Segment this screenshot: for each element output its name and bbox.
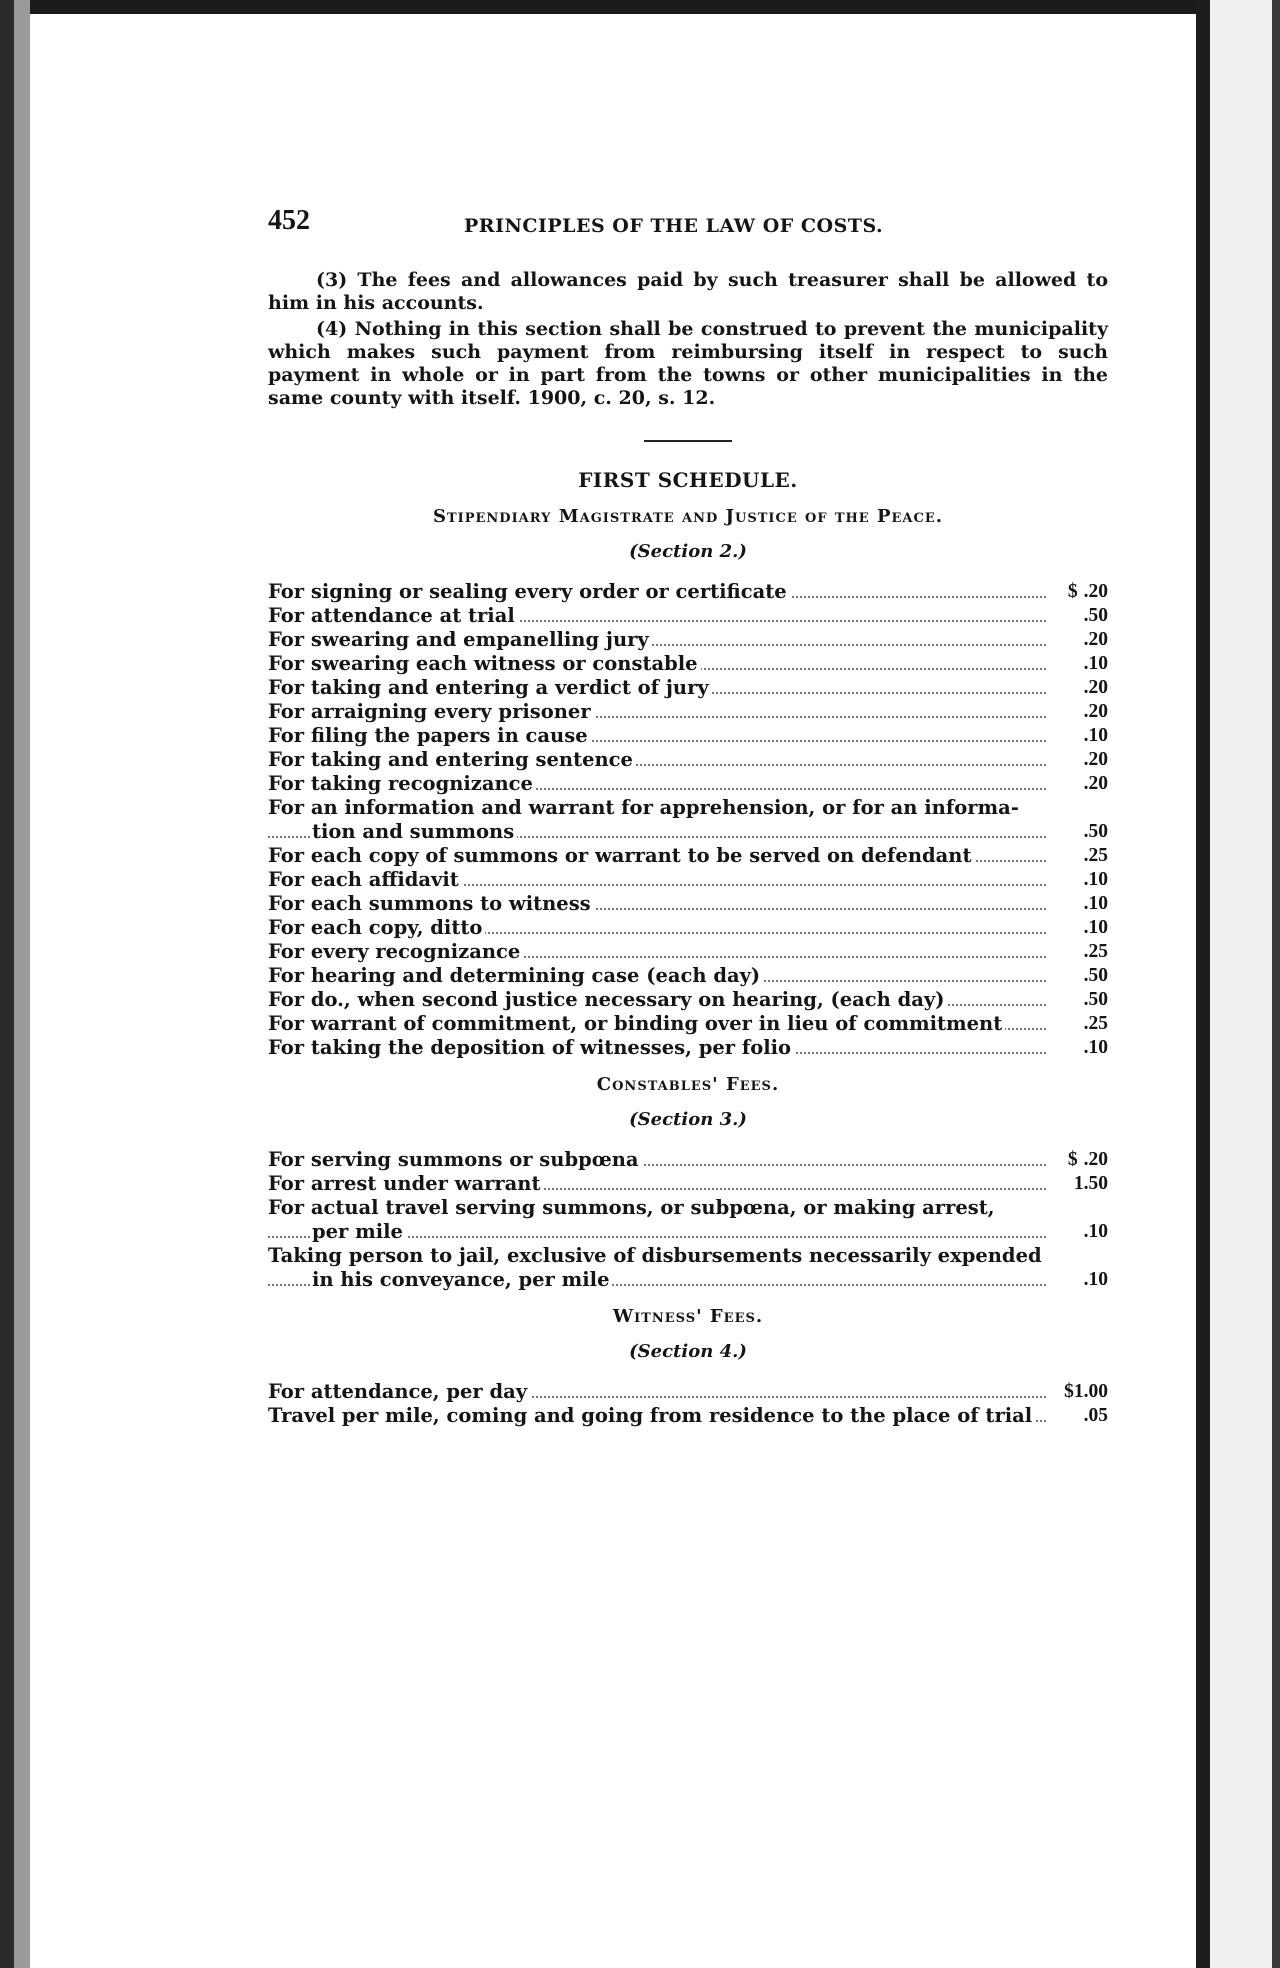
witness-fees-section-ref: (Section 4.) <box>629 1341 747 1362</box>
fee-label-text: For taking and entering a verdict of jury <box>268 676 712 699</box>
scan-border-left <box>0 0 14 1968</box>
fee-row <box>268 748 1108 772</box>
fee-label <box>268 1036 1046 1060</box>
fee-label <box>268 1148 1046 1172</box>
fee-amount <box>1046 724 1108 748</box>
fee-label <box>268 652 1046 676</box>
running-head <box>268 205 1108 249</box>
fee-label-text: For warrant of commitment, or binding over in lieu of commitment <box>268 1012 1005 1035</box>
fee-label-continuation: in his conveyance, per mile <box>312 1268 612 1291</box>
constables-fees-heading: Constables' Fees. <box>596 1074 780 1095</box>
fee-row <box>268 1196 1108 1244</box>
fee-label-line: For actual travel serving summons, or subpœna, or making arrest, <box>268 1196 995 1219</box>
fee-label-text: For arrest under warrant <box>268 1172 543 1195</box>
fee-amount-value: .50 <box>1083 605 1108 626</box>
fee-label <box>268 772 1046 796</box>
fee-label <box>268 892 1046 916</box>
fee-amount <box>1046 916 1108 940</box>
fee-row <box>268 772 1108 796</box>
fee-label <box>268 1380 1046 1404</box>
fee-label <box>268 700 1046 724</box>
fee-amount-value: .10 <box>1083 869 1108 890</box>
fee-label-line: For an information and warrant for apprehension, or for an informa- <box>268 796 1019 819</box>
fee-amount-value: .20 <box>1083 581 1108 602</box>
scan-border-right-edge <box>1272 0 1280 1968</box>
fee-row <box>268 1404 1108 1428</box>
fee-label <box>268 988 1046 1012</box>
fee-label-text: For each summons to witness <box>268 892 594 915</box>
fee-label <box>268 724 1046 748</box>
fee-row <box>268 1380 1108 1404</box>
justice-fees-section-ref: (Section 2.) <box>629 541 747 562</box>
scan-border-right <box>1210 0 1280 1968</box>
constables-fees-section-ref: (Section 3.) <box>629 1109 747 1130</box>
scan-border-right-bar <box>1196 0 1210 1968</box>
constables-fees-list <box>268 1148 1108 1292</box>
section-divider <box>644 440 732 442</box>
fee-amount-value: .10 <box>1083 653 1108 674</box>
fee-amount-value: .20 <box>1083 701 1108 722</box>
fee-label <box>268 628 1046 652</box>
fee-label-text: For do., when second justice necessary on hearing, (each day) <box>268 988 947 1011</box>
fee-amount <box>1046 820 1108 844</box>
fee-label <box>268 1012 1046 1036</box>
fee-row <box>268 628 1108 652</box>
fee-label <box>268 1244 1046 1292</box>
fee-amount <box>1046 964 1108 988</box>
fee-amount <box>1046 1036 1108 1060</box>
paragraph-4: (4) Nothing in this section shall be construed to prevent the municipality which makes such payment from reimbursing itself in respect to such payment in whole or in part from the towns or other municipalities in the same county with itself. 1900, c. 20, s. 12. <box>268 318 1108 409</box>
fee-row <box>268 676 1108 700</box>
fee-amount-value: .25 <box>1083 845 1108 866</box>
witness-fees-list <box>268 1380 1108 1428</box>
fee-row <box>268 1148 1108 1172</box>
fee-label <box>268 580 1046 604</box>
dollar-sign: $ <box>1067 581 1078 602</box>
fee-amount-value: .05 <box>1083 1405 1108 1426</box>
fee-amount-value: .10 <box>1083 917 1108 938</box>
fee-label-text: For signing or sealing every order or certificate <box>268 580 790 603</box>
schedule-title: FIRST SCHEDULE. <box>578 468 798 492</box>
fee-row <box>268 892 1108 916</box>
fee-amount <box>1046 1012 1108 1036</box>
fee-label-text: For attendance, per day <box>268 1380 530 1403</box>
fee-label-text: For arraigning every prisoner <box>268 700 594 723</box>
fee-amount <box>1046 868 1108 892</box>
fee-label-text: For taking recognizance <box>268 772 536 795</box>
fee-row <box>268 724 1108 748</box>
fee-label <box>268 1172 1046 1196</box>
fee-label <box>268 1196 1046 1244</box>
fee-amount <box>1046 628 1108 652</box>
fee-amount <box>1046 892 1108 916</box>
fee-label <box>268 964 1046 988</box>
fee-amount-value: .10 <box>1083 725 1108 746</box>
fee-label-text: For swearing and empanelling jury <box>268 628 652 651</box>
page-number: 452 <box>268 205 310 236</box>
fee-label <box>268 940 1046 964</box>
fee-row <box>268 1036 1108 1060</box>
fee-amount-value: .50 <box>1083 821 1108 842</box>
fee-amount-value: .10 <box>1083 1221 1108 1242</box>
fee-amount-value: .10 <box>1083 1037 1108 1058</box>
fee-amount <box>1046 844 1108 868</box>
fee-amount <box>1046 652 1108 676</box>
fee-label <box>268 604 1046 628</box>
fee-amount-value: .50 <box>1083 965 1108 986</box>
scan-border-top <box>0 0 1280 14</box>
scan-border-left-shadow <box>14 0 30 1968</box>
fee-amount <box>1046 1380 1108 1404</box>
fee-amount-value: .20 <box>1083 629 1108 650</box>
fee-row <box>268 700 1108 724</box>
fee-label-text: For taking the deposition of witnesses, per folio <box>268 1036 794 1059</box>
fee-amount-value: .20 <box>1083 677 1108 698</box>
fee-row <box>268 988 1108 1012</box>
fee-row <box>268 796 1108 844</box>
fee-row <box>268 580 1108 604</box>
fee-label-text: For each affidavit <box>268 868 462 891</box>
fee-amount-value: .25 <box>1083 1013 1108 1034</box>
fee-row <box>268 1172 1108 1196</box>
fee-row <box>268 652 1108 676</box>
fee-row <box>268 940 1108 964</box>
fee-row <box>268 844 1108 868</box>
fee-label-text: Travel per mile, coming and going from residence to the place of trial <box>268 1404 1035 1427</box>
witness-fees-heading: Witness' Fees. <box>612 1306 764 1327</box>
justice-fees-list <box>268 580 1108 1060</box>
fee-label-text: For swearing each witness or constable <box>268 652 701 675</box>
fee-amount-value: $1.00 <box>1064 1381 1108 1402</box>
fee-amount-value: .25 <box>1083 941 1108 962</box>
fee-label-text: For taking and entering sentence <box>268 748 636 771</box>
fee-amount-value: 1.50 <box>1073 1173 1108 1194</box>
fee-amount <box>1046 700 1108 724</box>
fee-row <box>268 916 1108 940</box>
fee-amount-value: .50 <box>1083 989 1108 1010</box>
fee-label-line: Taking person to jail, exclusive of disbursements necessarily expended <box>268 1244 1042 1267</box>
fee-amount-value: .10 <box>1083 893 1108 914</box>
fee-label <box>268 748 1046 772</box>
fee-label-text: For serving summons or subpœna <box>268 1148 642 1171</box>
fee-amount <box>1046 1268 1108 1292</box>
fee-label-text: For filing the papers in cause <box>268 724 591 747</box>
fee-label <box>268 844 1046 868</box>
fee-amount <box>1046 988 1108 1012</box>
fee-amount-value: .10 <box>1083 1269 1108 1290</box>
schedule-sections <box>268 506 1108 1428</box>
fee-amount <box>1046 940 1108 964</box>
justice-fees-heading: Stipendiary Magistrate and Justice of the Peace. <box>432 506 944 527</box>
fee-amount <box>1046 604 1108 628</box>
fee-amount <box>1046 580 1108 604</box>
fee-label-text: For each copy, ditto <box>268 916 485 939</box>
fee-row <box>268 1244 1108 1292</box>
fee-row <box>268 604 1108 628</box>
fee-label-continuation: per mile <box>312 1220 406 1243</box>
fee-amount-value: .20 <box>1083 1149 1108 1170</box>
fee-row <box>268 964 1108 988</box>
fee-amount-value: .20 <box>1083 773 1108 794</box>
fee-label-text: For hearing and determining case (each day) <box>268 964 763 987</box>
fee-amount <box>1046 1148 1108 1172</box>
fee-label-text: For each copy of summons or warrant to be served on defendant <box>268 844 974 867</box>
fee-label <box>268 796 1046 844</box>
fee-label-text: For every recognizance <box>268 940 523 963</box>
fee-amount <box>1046 676 1108 700</box>
fee-amount <box>1046 1172 1108 1196</box>
fee-label <box>268 1404 1046 1428</box>
running-title: PRINCIPLES OF THE LAW OF COSTS. <box>464 215 884 237</box>
fee-label-continuation: tion and summons <box>312 820 517 843</box>
paragraph-3: (3) The fees and allowances paid by such treasurer shall be allowed to him in his accounts. <box>268 269 1108 314</box>
fee-label <box>268 676 1046 700</box>
fee-label <box>268 868 1046 892</box>
book-page <box>268 205 1108 1428</box>
fee-row <box>268 868 1108 892</box>
fee-amount <box>1046 1220 1108 1244</box>
fee-label-text: For attendance at trial <box>268 604 518 627</box>
fee-amount <box>1046 772 1108 796</box>
fee-amount <box>1046 748 1108 772</box>
fee-label <box>268 916 1046 940</box>
fee-amount <box>1046 1404 1108 1428</box>
fee-amount-value: .20 <box>1083 749 1108 770</box>
dollar-sign: $ <box>1067 1149 1078 1170</box>
fee-row <box>268 1012 1108 1036</box>
